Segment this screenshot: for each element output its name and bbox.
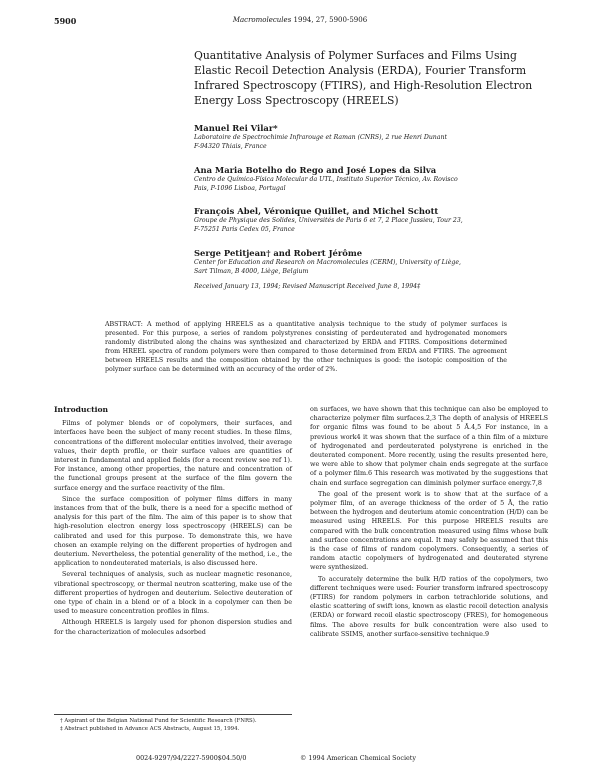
author-names: Manuel Rei Vilar*: [194, 123, 278, 133]
right-column: [310, 405, 548, 639]
affiliation-line: Groupe de Physique des Solides, Universités de Paris 6 et 7, 2 Place Jussieu, Tour 23,: [194, 217, 463, 224]
affiliation-line: F-94320 Thiais, France: [194, 142, 267, 150]
copyright: © 1994 American Chemical Society: [300, 754, 416, 762]
author-group-4: [194, 248, 546, 276]
affiliation-line: Sart Tilman, B 4000, Liège, Belgium: [194, 267, 309, 275]
author-names: François Abel, Véronique Quillet, and Michel Schott: [194, 206, 439, 216]
footnote: ‡ Abstract published in Advance ACS Abstracts, August 15, 1994.: [60, 726, 240, 732]
affiliation-line: F-75251 Paris Cedex 05, France: [194, 225, 295, 233]
footnote: † Aspirant of the Belgian National Fund for Scientific Research (FNRS).: [60, 718, 257, 724]
received-dates: Received January 13, 1994; Revised Manuscript Received June 8, 1994‡: [194, 283, 421, 290]
section-heading: Introduction: [54, 405, 109, 414]
running-header: [0, 16, 600, 24]
author-group-1: [194, 123, 546, 151]
author-names: Ana Maria Botelho do Rego and José Lopes da Silva: [194, 165, 437, 175]
paragraph: To accurately determine the bulk H/D ratios of the copolymers, two different techniques were used: Fourier transform infrared spectroscopy (FTIRS) for random polymers in carbon tetrachloride solutions, and elastic scattering of swift ions, known as elastic recoil detection analysis (ERDA) or forward recoil elastic spectroscopy (FRES), for homogeneous films. The above results for bulk concentration were also used to calibrate SSIMS, another surface-sensitive technique.9: [310, 574, 548, 638]
paragraph: Since the surface composition of polymer films differs in many instances from that of the bulk, there is a need for a specific method of analysis for this part of the film. The aim of this paper is to show that high-resolution electron energy loss spectroscopy (HREELS) can be calibrated and used for this purpose. To demonstrate this, we have chosen an example relying on the different properties of hydrogen and deuterium. Nevertheless, the potential generality of the method, i.e., the application to nondeuterated materials, is also discussed here.: [54, 494, 292, 568]
affiliation-line: Laboratoire de Spectrochimie Infrarouge et Raman (CNRS), 2 rue Henri Dunant: [194, 134, 447, 141]
affiliation-line: Centro de Química-Física Molecular da UTL, Instituto Superior Técnico, Av. Rovisco: [194, 176, 458, 183]
affiliation-line: Center for Education and Research on Macromolecules (CERM), University of Liège,: [194, 259, 462, 266]
article-code: 0024-9297/94/2227-5900$04.50/0: [136, 754, 247, 762]
author-group-3: [194, 206, 546, 234]
footnotes: [54, 714, 292, 733]
left-column: [54, 405, 292, 637]
page-number: 5900: [54, 16, 77, 26]
paragraph: Several techniques of analysis, such as nuclear magnetic resonance, vibrational spectroscopy, or thermal neutron scattering, make use of the different properties of hydrogen and deuterium. Selective deuteration of one type of chain in a blend or of a block in a copolymer can then be used to measure concentration profiles in films.: [54, 570, 292, 616]
paragraph: Although HREELS is largely used for phonon dispersion studies and for the characterization of molecules adsorbed: [54, 618, 292, 636]
volume-info: 1994, 27, 5900-5906: [293, 16, 368, 24]
author-group-2: [194, 165, 546, 193]
journal-name: Macromolecules: [232, 16, 292, 24]
paragraph: The goal of the present work is to show that at the surface of a polymer film, of an average thickness of the order of 5 Å, the ratio between the hydrogen and deuterium atomic concentration (H/D) can be measured using HREELS. For this purpose HREELS results are compared with the bulk concentration measured using films whose bulk and surface concentrations are equal. It may safely be assumed that this is the case of films of random copolymers. Consequently, a series of random atactic copolymers of hydrogenated and deuterated styrene were synthesized.: [310, 489, 548, 572]
paragraph: on surfaces, we have shown that this technique can also be employed to characterize polymer film surfaces.2,3 The depth of analysis of HREELS for organic films was found to be about 5 Å.4,5 For instance, in a previous work4 it was shown that the surface of a thin film of a mixture of hydrogenated and perdeuterated polystyrene is enriched in the deuterated component. More recently, using the results presented here, we were able to show that polymer chain ends segregate at the surface of a polymer film.6 This research was motivated by the suggestions that chain end surface segregation can diminish polymer surface energy.7,8: [310, 405, 548, 487]
affiliation-line: Pais, P-1096 Lisboa, Portugal: [194, 184, 286, 192]
author-names: Serge Petitjean† and Robert Jérôme: [194, 248, 363, 258]
abstract: ABSTRACT: A method of applying HREELS as a quantitative analysis technique to the study of polymer surfaces is presented. For this purpose, a series of random polystyrenes consisting of perdeuterated and hydrogenated monomers randomly distributed along the chains was synthesized and characterized by ERDA and FTIRS. Compositions determined from HREEL spectra of random polymers were then compared to those determined from ERDA and FTIRS. The agreement between HREELS results and the composition obtained by the other techniques is good: the isotopic composition of the polymer surface can be determined with an accuracy of the order of 2%.: [105, 321, 507, 373]
paragraph: Films of polymer blends or of copolymers, their surfaces, and interfaces have been the subject of many recent studies. In these films, concentrations of the different molecular entities involved, their average values, their depth profile, or their surface values are quantities of interest in fundamental and applied fields (for a recent review see ref 1). For instance, among other properties, the nature and concentration of the functional groups present at the surface of the film govern the surface energy and the surface reactivity of the film.: [54, 419, 292, 492]
title-block: [194, 48, 544, 108]
article-title: Quantitative Analysis of Polymer Surfaces and Films Using Elastic Recoil Detection Analysis (ERDA), Fourier Transform Infrared Spectroscopy (FTIRS), and High-Resolution Electron Energy Loss Spectroscopy (HREELS): [194, 49, 533, 107]
